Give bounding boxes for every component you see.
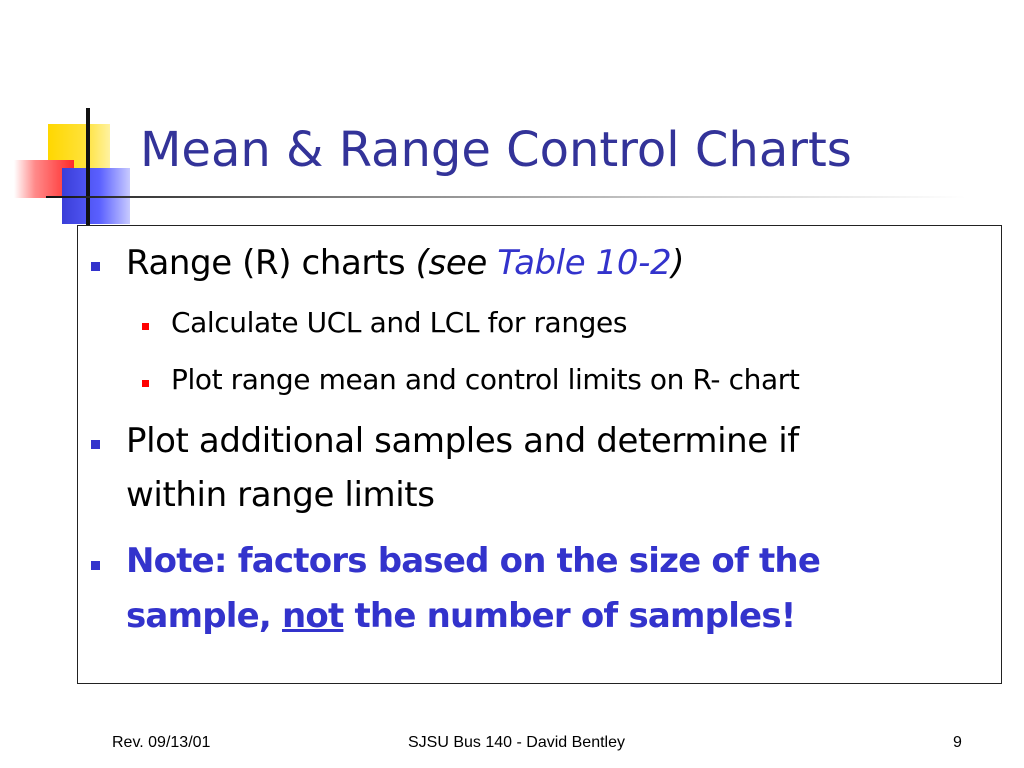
- bullet-range-charts: [126, 243, 684, 283]
- sub-bullet-plot-range: Plot range mean and control limits on R- chart: [171, 363, 800, 396]
- see-label: (see: [415, 243, 498, 283]
- footer-course: SJSU Bus 140 - David Bentley: [408, 734, 625, 751]
- bullet-marker: [91, 440, 100, 449]
- table-reference: Table 10-2: [497, 243, 672, 283]
- bullet-plot-additional-line2: within range limits: [126, 475, 435, 515]
- title-underline-rule: [46, 196, 966, 198]
- close-paren: ): [671, 243, 685, 283]
- note-rest-text: the number of samples!: [343, 596, 796, 636]
- note-line1: Note: factors based on the size of the: [126, 541, 821, 581]
- note-not-emphasis: not: [282, 596, 344, 636]
- vertical-rule-decoration: [86, 108, 90, 230]
- slide-title: Mean & Range Control Charts: [140, 122, 852, 178]
- bullet-text: Range (R) charts: [126, 243, 416, 283]
- bullet-marker: [91, 262, 100, 271]
- sub-bullet-calculate: Calculate UCL and LCL for ranges: [171, 306, 628, 339]
- bullet-plot-additional-line1: Plot additional samples and determine if: [126, 421, 799, 461]
- sub-bullet-marker: [142, 323, 149, 330]
- footer-revision: Rev. 09/13/01: [112, 734, 211, 751]
- sub-bullet-marker: [142, 380, 149, 387]
- note-sample-text: sample,: [126, 596, 283, 636]
- footer-page-number: 9: [953, 734, 962, 751]
- note-line2: [126, 596, 795, 636]
- bullet-marker: [91, 561, 100, 570]
